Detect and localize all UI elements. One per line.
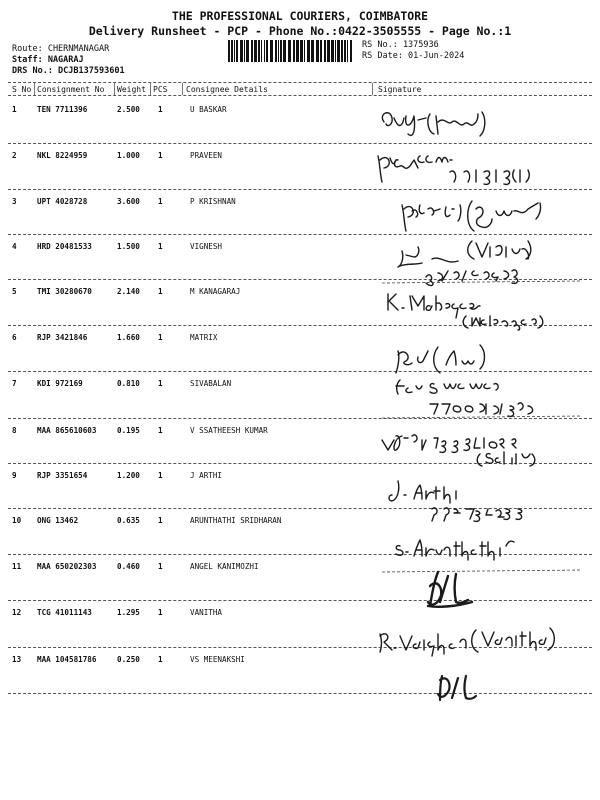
cell-consignment: KDI 972169 <box>37 379 83 388</box>
cell-consignment: TEN 7711396 <box>37 105 88 114</box>
cell-weight: 0.460 <box>117 562 140 571</box>
cell-pcs: 1 <box>158 608 163 617</box>
col-separator <box>34 83 35 95</box>
cell-consignee: PRAVEEN <box>190 151 223 160</box>
col-header-weight: Weight <box>117 85 146 94</box>
signature-11 <box>372 566 594 616</box>
cell-pcs: 1 <box>158 562 163 571</box>
cell-consignment: HRD 20481533 <box>37 242 92 251</box>
cell-pcs: 1 <box>158 379 163 388</box>
cell-consignee: V SSATHEESH KUMAR <box>190 426 268 435</box>
cell-weight: 0.810 <box>117 379 140 388</box>
cell-consignee: ARUNTHATHI SRIDHARAN <box>190 516 282 525</box>
col-header-signature: Signature <box>378 85 422 94</box>
cell-sno: 6 <box>12 333 17 342</box>
cell-consignment: ONG 13462 <box>37 516 79 525</box>
cell-pcs: 1 <box>158 197 163 206</box>
cell-pcs: 1 <box>158 471 163 480</box>
drs-number: DRS No.: DCJB137593601 <box>12 66 125 76</box>
cell-consignment: RJP 3421846 <box>37 333 88 342</box>
cell-weight: 0.195 <box>117 426 140 435</box>
cell-pcs: 1 <box>158 333 163 342</box>
cell-weight: 1.000 <box>117 151 140 160</box>
cell-weight: 1.500 <box>117 242 140 251</box>
col-separator <box>372 83 373 95</box>
cell-sno: 9 <box>12 471 17 480</box>
cell-consignee: SIVABALAN <box>190 379 232 388</box>
company-title: THE PROFESSIONAL COURIERS, COIMBATORE <box>171 9 429 23</box>
runsheet-subtitle: Delivery Runsheet - PCP - Phone No.:0422-3505555 - Page No.:1 <box>88 24 512 38</box>
cell-consignee: J ARTHI <box>190 471 223 480</box>
cell-sno: 5 <box>12 287 17 296</box>
signature-1 <box>372 104 594 148</box>
col-header-consignment: Consignment No <box>37 85 105 94</box>
cell-weight: 0.635 <box>117 516 140 525</box>
route-label: Route: CHERNMANAGAR <box>12 44 110 54</box>
signature-5 <box>372 286 594 332</box>
cell-sno: 7 <box>12 379 17 388</box>
signature-9 <box>372 477 594 521</box>
cell-consignment: MAA 650202303 <box>37 562 97 571</box>
cell-weight: 1.200 <box>117 471 140 480</box>
cell-sno: 12 <box>12 608 22 617</box>
signature-2 <box>372 146 594 190</box>
rs-number: RS No.: 1375936 <box>362 40 439 50</box>
signature-8 <box>372 426 594 472</box>
cell-weight: 2.140 <box>117 287 140 296</box>
cell-consignee: ANGEL KANIMOZHI <box>190 562 259 571</box>
cell-pcs: 1 <box>158 655 163 664</box>
cell-sno: 3 <box>12 197 17 206</box>
col-separator <box>182 83 183 95</box>
cell-sno: 10 <box>12 516 22 525</box>
cell-sno: 4 <box>12 242 17 251</box>
staff-label: Staff: NAGARAJ <box>12 55 84 65</box>
cell-pcs: 1 <box>158 426 163 435</box>
signature-12 <box>372 620 594 666</box>
cell-sno: 2 <box>12 151 17 160</box>
cell-consignee: U BASKAR <box>190 105 227 114</box>
cell-consignment: MAA 865610603 <box>37 426 97 435</box>
col-separator <box>150 83 151 95</box>
cell-pcs: 1 <box>158 105 163 114</box>
col-header-consignee: Consignee Details <box>186 85 268 94</box>
header-rule-top <box>8 82 592 83</box>
row-divider <box>8 418 592 419</box>
signature-7 <box>372 374 594 418</box>
cell-sno: 1 <box>12 105 17 114</box>
signature-4 <box>372 237 594 283</box>
cell-consignment: TMI 30280670 <box>37 287 92 296</box>
cell-weight: 3.600 <box>117 197 140 206</box>
cell-consignee: VIGNESH <box>190 242 223 251</box>
cell-consignment: UPT 4028728 <box>37 197 88 206</box>
cell-weight: 1.660 <box>117 333 140 342</box>
cell-consignee: VS MEENAKSHI <box>190 655 245 664</box>
cell-sno: 8 <box>12 426 17 435</box>
cell-consignment: RJP 3351654 <box>37 471 88 480</box>
cell-consignee: M KANAGARAJ <box>190 287 241 296</box>
col-header-sno: S No <box>12 85 32 94</box>
signature-13 <box>372 666 594 710</box>
cell-sno: 13 <box>12 655 22 664</box>
barcode <box>228 40 356 62</box>
cell-weight: 0.250 <box>117 655 140 664</box>
cell-consignment: TCG 41011143 <box>37 608 92 617</box>
cell-sno: 11 <box>12 562 22 571</box>
cell-pcs: 1 <box>158 242 163 251</box>
col-header-pcs: PCS <box>153 85 168 94</box>
signature-6 <box>372 337 594 379</box>
cell-consignment: NKL 8224959 <box>37 151 88 160</box>
rs-date: RS Date: 01-Jun-2024 <box>362 51 465 61</box>
cell-pcs: 1 <box>158 151 163 160</box>
cell-consignment: MAA 104581786 <box>37 655 97 664</box>
signature-3 <box>372 193 594 239</box>
cell-weight: 2.500 <box>117 105 140 114</box>
cell-consignee: MATRIX <box>190 333 218 342</box>
cell-pcs: 1 <box>158 516 163 525</box>
cell-consignee: P KRISHNAN <box>190 197 236 206</box>
cell-pcs: 1 <box>158 287 163 296</box>
cell-consignee: VANITHA <box>190 608 223 617</box>
cell-weight: 1.295 <box>117 608 140 617</box>
header-rule-bottom <box>8 95 592 96</box>
col-separator <box>114 83 115 95</box>
